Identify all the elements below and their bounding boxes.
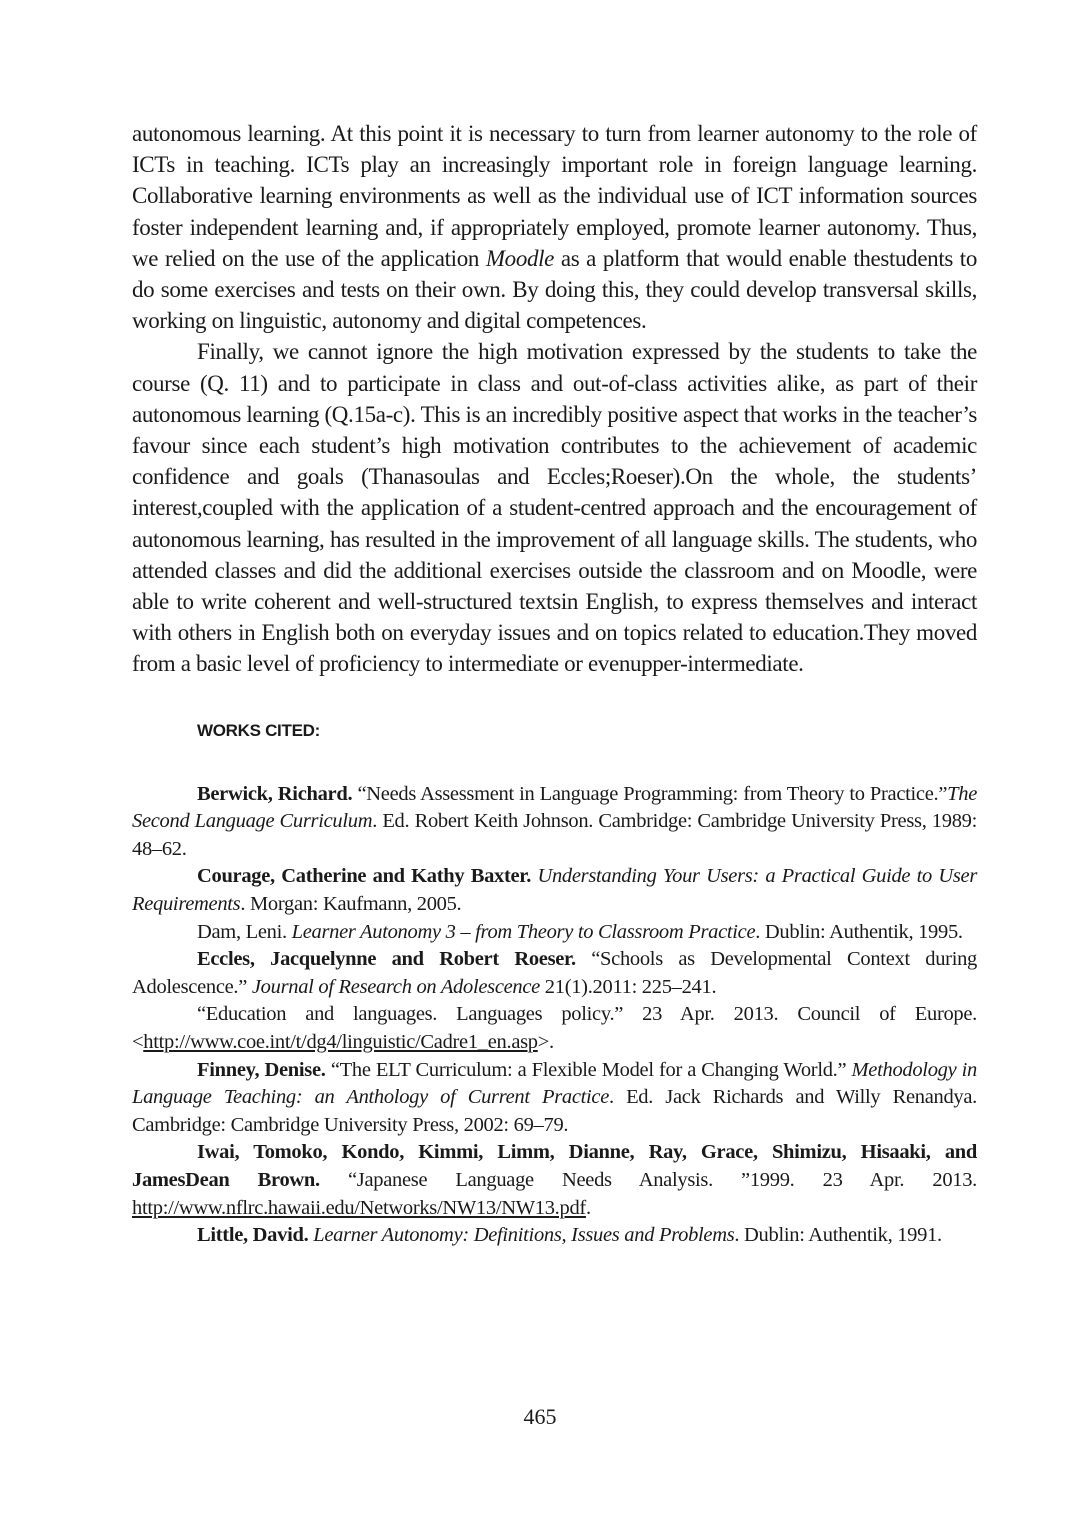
citation-text: “Education and languages. Languages policy.” 23 Apr. 2013. Council of Europe. < <box>132 1003 977 1053</box>
page-content <box>132 118 977 1250</box>
citation-eccles <box>132 946 977 1001</box>
citation-author: Finney, Denise. <box>197 1058 326 1081</box>
citation-council-of-europe <box>132 1001 977 1056</box>
citation-text: . Ed. Jack Richards and Willy Renandya. Cambridge: Cambridge University Press, 2002: 69–79. <box>132 1086 977 1136</box>
citation-text: . Dublin: Authentik, 1995. <box>755 920 963 943</box>
citation-author: Iwai, Tomoko, Kondo, Kimmi, Limm, Dianne, Ray, Grace, Shimizu, Hisaaki, and JamesDean Brown. <box>132 1141 977 1191</box>
works-cited-list <box>132 781 977 1250</box>
page-number: 465 <box>523 1404 557 1429</box>
citation-title: Learner Autonomy 3 – from Theory to Classroom Practice <box>291 920 756 943</box>
citation-berwick <box>132 781 977 864</box>
citation-dam <box>132 919 977 947</box>
citation-link[interactable]: http://www.coe.int/t/dg4/linguistic/Cadre1_en.asp <box>143 1031 538 1053</box>
citation-courage <box>132 863 977 918</box>
moodle-italic: Moodle <box>485 245 555 271</box>
paragraph-text: autonomous learning. At this point it is necessary to turn from learner autonomy to the role of ICTs in teaching. ICTs play an increasingly important role in foreign language learning. Collaborative learning environments as well as the individual use of ICT information sources foster independent learning and, if appropriately employed, promote learner autonomy. Thus, we relied on the use of the application <box>132 121 977 271</box>
citation-text: . Morgan: Kaufmann, 2005. <box>240 893 462 916</box>
citation-little <box>132 1222 977 1250</box>
works-cited-heading: WORKS CITED: <box>197 720 320 740</box>
citation-link[interactable]: http://www.nflrc.hawaii.edu/Networks/NW13/NW13.pdf <box>132 1196 586 1219</box>
citation-title: Learner Autonomy: Definitions, Issues and Problems <box>313 1224 735 1247</box>
citation-author: Eccles, Jacquelynne and Robert Roeser. <box>197 948 576 971</box>
body-paragraph-1 <box>132 118 977 336</box>
citation-author: Berwick, Richard. <box>197 782 353 805</box>
citation-iwai <box>132 1139 977 1222</box>
citation-text: . Ed. Robert Keith Johnson. Cambridge: Cambridge University Press, 1989: 48–62. <box>132 810 977 860</box>
citation-finney <box>132 1057 977 1140</box>
citation-title: Journal of Research on Adolescence <box>251 975 540 998</box>
citation-author: Dam, Leni. <box>197 920 287 943</box>
citation-text: . Dublin: Authentik, 1991. <box>734 1224 942 1247</box>
citation-title: Understanding Your Users: a Practical Guide to User Requirements <box>132 865 977 916</box>
citation-text: “Schools as Developmental Context during Adolescence.” <box>132 948 978 998</box>
citation-text: “Japanese Language Needs Analysis. ”1999. 23 Apr. 2013. <box>319 1168 977 1191</box>
citation-text: “The ELT Curriculum: a Flexible Model for a Changing World.” <box>325 1058 852 1081</box>
citation-text: >. <box>537 1031 554 1053</box>
citation-text: . <box>585 1196 591 1219</box>
citation-author: Little, David. <box>197 1224 309 1247</box>
body-paragraph-2: Finally, we cannot ignore the high motivation expressed by the students to take the course (Q. 11) and to participate in class and out-of-class activities alike, as part of their autonomous learning (Q.15a-c). This is an incredibly positive aspect that works in the teacher’s favour since each student’s high motivation contributes to the achievement of academic confidence and goals (Thanasoulas and Eccles;Roeser).On the whole, the students’ interest,coupled with the application of a student-centred approach and the encouragement of autonomous learning, has resulted in the improvement of all language skills. The students, who attended classes and did the additional exercises outside the classroom and on Moodle, were able to write coherent and well-structured textsin English, to express themselves and interact with others in English both on everyday issues and on topics related to education.They moved from a basic level of proficiency to intermediate or evenupper-intermediate. <box>132 339 977 677</box>
citation-title: The Second Language Curriculum <box>132 782 977 833</box>
citation-text: 21(1).2011: 225–241. <box>539 975 717 998</box>
citation-text: “Needs Assessment in Language Programming: from Theory to Practice.” <box>352 782 948 805</box>
citation-title: Methodology in Language Teaching: an Anthology of Current Practice <box>132 1058 977 1109</box>
paragraph-text: as a platform that would enable thestudents to do some exercises and tests on their own. By doing this, they could develop transversal skills, working on linguistic, autonomy and digital competences. <box>132 245 977 334</box>
citation-author: Courage, Catherine and Kathy Baxter. <box>197 865 532 888</box>
